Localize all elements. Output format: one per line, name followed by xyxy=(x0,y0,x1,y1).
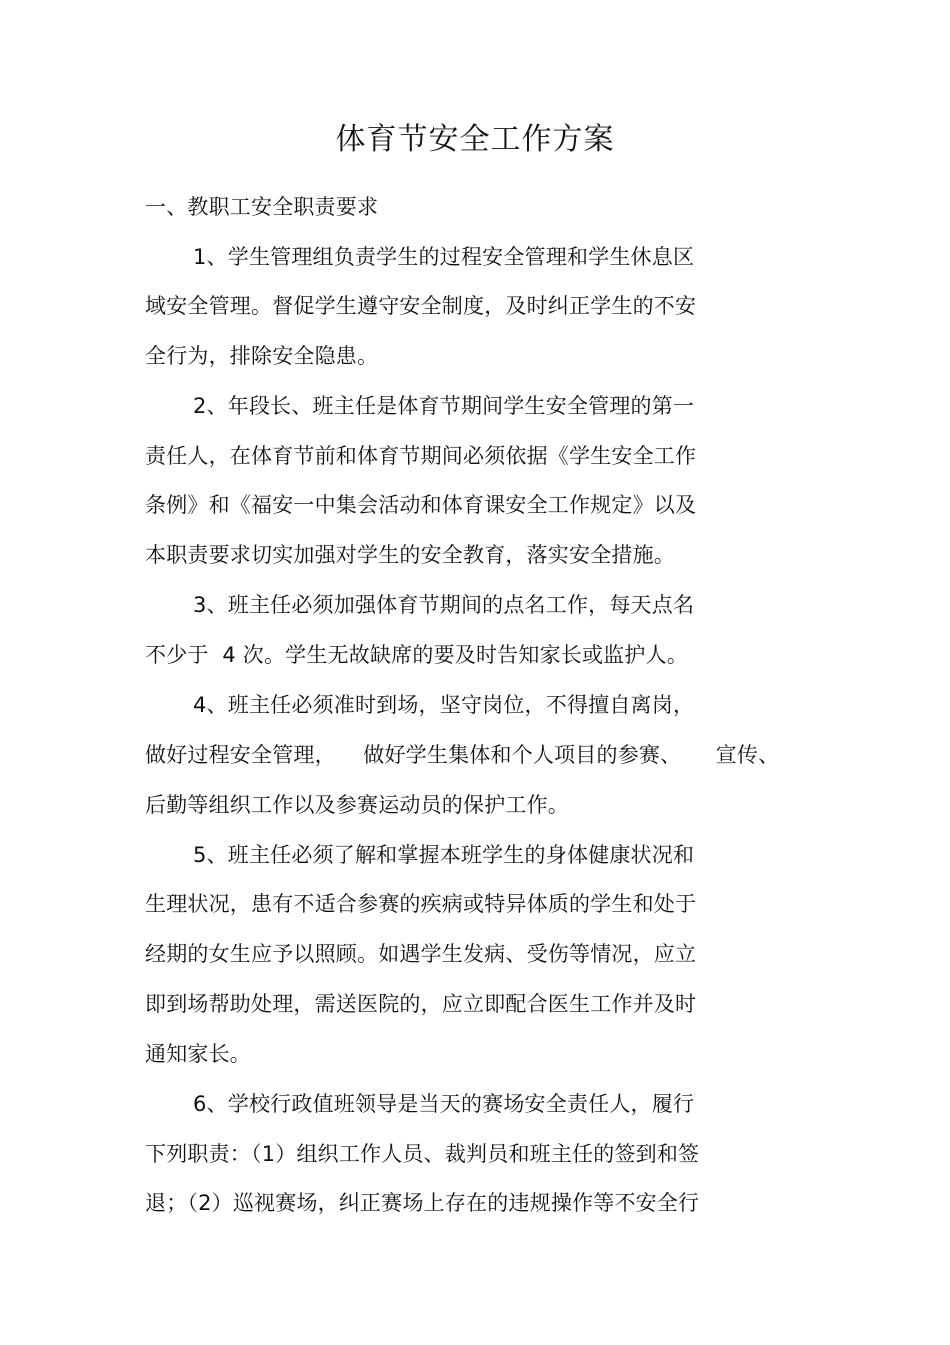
paragraph-line: 域安全管理。督促学生遵守安全制度，及时纠正学生的不安 xyxy=(145,294,697,318)
paragraph-line: 1、学生管理组负责学生的过程安全管理和学生休息区 xyxy=(193,245,695,269)
paragraph-line: 6、学校行政值班领导是当天的赛场安全责任人，履行 xyxy=(193,1092,695,1116)
paragraph-line: 5、班主任必须了解和掌握本班学生的身体健康状况和 xyxy=(193,843,695,867)
page-title: 体育节安全工作方案 xyxy=(335,122,615,157)
paragraph-line: 即到场帮助处理，需送医院的，应立即配合医生工作并及时 xyxy=(145,992,697,1016)
paragraph-line: 不少于 4 次。学生无故缺席的要及时告知家长或监护人。 xyxy=(145,643,688,667)
paragraph-line: 全行为，排除安全隐患。 xyxy=(145,344,379,368)
paragraph-line: 责任人，在体育节前和体育节期间必须依据《学生安全工作 xyxy=(145,444,697,468)
paragraph-line: 2、年段长、班主任是体育节期间学生安全管理的第一 xyxy=(193,394,695,418)
paragraph-line: 4、班主任必须准时到场，坚守岗位，不得擅自离岗， xyxy=(193,693,695,717)
paragraph-line: 3、班主任必须加强体育节期间的点名工作，每天点名 xyxy=(193,593,695,617)
paragraph-line: 后勤等组织工作以及参赛运动员的保护工作。 xyxy=(145,793,569,817)
paragraph-line: 本职责要求切实加强对学生的安全教育，落实安全措施。 xyxy=(145,543,675,567)
paragraph-line: 生理状况，患有不适合参赛的疾病或特异体质的学生和处于 xyxy=(145,892,697,916)
paragraph-line: 做好过程安全管理， 做好学生集体和个人项目的参赛、 宣传、 xyxy=(145,743,780,767)
paragraph-line: 下列职责：（1）组织工作人员、裁判员和班主任的签到和签 xyxy=(145,1142,700,1166)
paragraph-line: 退；（2）巡视赛场，纠正赛场上存在的违规操作等不安全行 xyxy=(145,1191,700,1215)
paragraph-line: 条例》和《福安一中集会活动和体育课安全工作规定》以及 xyxy=(145,493,697,517)
section-heading: 一、教职工安全职责要求 xyxy=(145,195,379,219)
paragraph-line: 经期的女生应予以照顾。如遇学生发病、受伤等情况，应立 xyxy=(145,942,697,966)
paragraph-line: 通知家长。 xyxy=(145,1042,251,1066)
